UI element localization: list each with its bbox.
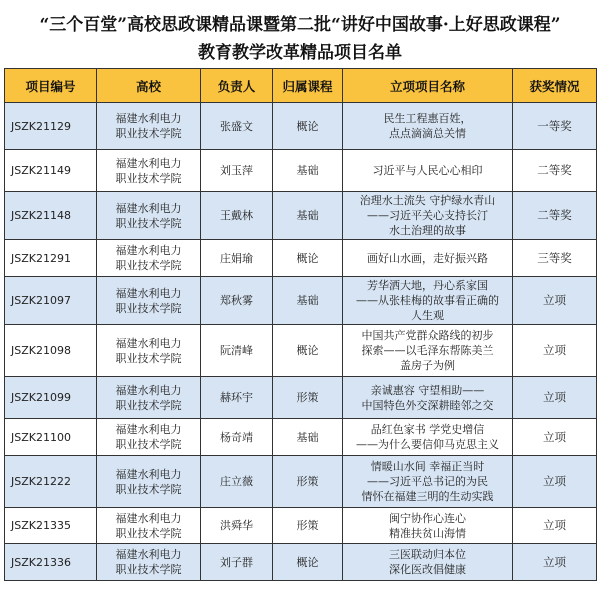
cell-course: 概论 (273, 103, 343, 150)
cell-project-name (343, 150, 513, 192)
project-name-line: 亲诚惠容 守望相助—— (370, 383, 485, 397)
cell-award: 立项 (513, 325, 597, 377)
cell-project-code: JSZK21222 (5, 456, 97, 508)
cell-project-code: JSZK21291 (5, 240, 97, 277)
project-name-line: 水土治理的故事 (389, 224, 466, 237)
cell-course: 概论 (273, 240, 343, 277)
project-name-line: 人生观 (411, 309, 444, 322)
cell-award: 一等奖 (513, 103, 597, 150)
school-line: 福建水利电力 (115, 112, 182, 125)
project-name-line: 点点滴滴总关情 (389, 127, 466, 140)
table-row (5, 277, 597, 325)
school-line: 职业技术学院 (115, 259, 182, 272)
school-line: 福建水利电力 (115, 201, 182, 215)
school-line: 职业技术学院 (115, 127, 182, 140)
cell-project-name (343, 325, 513, 377)
table-row (5, 508, 597, 544)
cell-project-code: JSZK21335 (5, 508, 97, 544)
school-line: 职业技术学院 (115, 482, 182, 496)
cell-person: 刘子群 (201, 544, 273, 581)
cell-project-code: JSZK21097 (5, 277, 97, 325)
cell-school (97, 325, 201, 377)
school-line: 职业技术学院 (115, 171, 182, 185)
cell-project-name (343, 277, 513, 325)
school-line: 职业技术学院 (115, 438, 182, 451)
cell-award: 立项 (513, 377, 597, 419)
school-line: 福建水利电力 (115, 336, 182, 350)
school-line: 福建水利电力 (115, 383, 182, 397)
cell-award: 立项 (513, 508, 597, 544)
cell-project-code: JSZK21148 (5, 192, 97, 240)
school-line: 福建水利电力 (115, 156, 182, 170)
cell-course: 基础 (273, 277, 343, 325)
cell-course: 形策 (273, 377, 343, 419)
table-row (5, 192, 597, 240)
cell-project-name (343, 544, 513, 581)
cell-award: 立项 (513, 419, 597, 456)
school-line: 职业技术学院 (115, 216, 182, 230)
project-name-line: 精准扶贫山海情 (389, 526, 466, 540)
cell-project-name (343, 456, 513, 508)
project-table (4, 68, 597, 581)
header-course: 归属课程 (273, 69, 343, 103)
cell-course: 形策 (273, 456, 343, 508)
cell-project-name (343, 377, 513, 419)
cell-school (97, 419, 201, 456)
cell-school (97, 456, 201, 508)
cell-project-name (343, 419, 513, 456)
school-line: 福建水利电力 (115, 467, 182, 481)
school-line: 职业技术学院 (115, 398, 182, 412)
cell-school (97, 508, 201, 544)
table-row (5, 325, 597, 377)
cell-person: 赫环宇 (201, 377, 273, 419)
project-name-line: 画好山水画，走好振兴路 (367, 251, 488, 265)
cell-award: 立项 (513, 277, 597, 325)
table-row (5, 377, 597, 419)
project-name-line: ——习近平总书记的为民 (367, 475, 488, 488)
table-row (5, 419, 597, 456)
title-line-1: “三个百堂”高校思政课精品课暨第二批“讲好中国故事·上好思政课程” (39, 15, 561, 35)
cell-person: 杨奇靖 (201, 419, 273, 456)
cell-person: 庄娟瑜 (201, 240, 273, 277)
cell-course: 概论 (273, 325, 343, 377)
table-row (5, 103, 597, 150)
header-person: 负责人 (201, 69, 273, 103)
cell-person: 张盛文 (201, 103, 273, 150)
project-name-line: 情怀在福建三明的生动实践 (361, 490, 494, 503)
cell-person: 洪舜华 (201, 508, 273, 544)
cell-award: 立项 (513, 456, 597, 508)
cell-project-name (343, 192, 513, 240)
school-line: 职业技术学院 (115, 301, 182, 315)
project-name-line: 盖房子为例 (400, 359, 455, 372)
cell-school (97, 103, 201, 150)
cell-person: 阮清峰 (201, 325, 273, 377)
cell-project-code: JSZK21149 (5, 150, 97, 192)
project-name-line: 闽宁协作心连心 (389, 511, 466, 525)
header-award: 获奖情况 (513, 69, 597, 103)
cell-project-code: JSZK21129 (5, 103, 97, 150)
header-school: 高校 (97, 69, 201, 103)
cell-course: 基础 (273, 150, 343, 192)
school-line: 职业技术学院 (115, 563, 182, 576)
cell-project-name (343, 508, 513, 544)
cell-project-code: JSZK21099 (5, 377, 97, 419)
cell-school (97, 277, 201, 325)
school-line: 职业技术学院 (115, 526, 182, 540)
cell-school (97, 192, 201, 240)
project-name-line: 情暖山水间 幸福正当时 (370, 460, 485, 473)
school-line: 福建水利电力 (115, 423, 182, 436)
cell-school (97, 150, 201, 192)
header-project-name: 立项项目名称 (343, 69, 513, 103)
cell-award: 二等奖 (513, 150, 597, 192)
table-header-row (5, 69, 597, 103)
school-line: 福建水利电力 (115, 548, 182, 561)
cell-person: 刘玉萍 (201, 150, 273, 192)
cell-project-name (343, 103, 513, 150)
page-title (0, 0, 600, 68)
school-line: 福建水利电力 (115, 286, 182, 300)
cell-course: 基础 (273, 192, 343, 240)
project-name-line: 芳华洒大地，丹心系家国 (367, 279, 488, 292)
cell-course: 概论 (273, 544, 343, 581)
cell-award: 三等奖 (513, 240, 597, 277)
header-project-code: 项目编号 (5, 69, 97, 103)
cell-school (97, 240, 201, 277)
school-line: 职业技术学院 (115, 351, 182, 365)
project-name-line: 三医联动归本位 (389, 548, 466, 561)
cell-person: 王戴林 (201, 192, 273, 240)
cell-school (97, 544, 201, 581)
project-name-line: ——习近平关心支持长汀 (367, 209, 488, 222)
cell-school (97, 377, 201, 419)
cell-project-code: JSZK21336 (5, 544, 97, 581)
cell-person: 庄立薇 (201, 456, 273, 508)
table-row (5, 240, 597, 277)
project-name-line: 习近平与人民心心相印 (372, 164, 483, 177)
cell-course: 基础 (273, 419, 343, 456)
project-name-line: 品红色家书 学党史增信 (370, 423, 485, 436)
table-row (5, 150, 597, 192)
table-row (5, 456, 597, 508)
cell-award: 二等奖 (513, 192, 597, 240)
title-line-2: 教育教学改革精品项目名单 (198, 43, 402, 63)
project-name-line: 治理水土流失 守护绿水青山 (359, 194, 496, 207)
cell-project-code: JSZK21098 (5, 325, 97, 377)
project-name-line: 中国共产党群众路线的初步 (361, 329, 494, 342)
cell-project-name (343, 240, 513, 277)
school-line: 福建水利电力 (115, 244, 182, 257)
project-name-line: 民生工程惠百姓， (383, 112, 472, 125)
cell-person: 郑秋雾 (201, 277, 273, 325)
project-name-line: ——从张桂梅的故事看正确的 (356, 294, 499, 307)
project-name-line: 深化医改倡健康 (389, 563, 466, 576)
project-name-line: 探索——以毛泽东帮陈美兰 (361, 344, 494, 357)
cell-course: 形策 (273, 508, 343, 544)
school-line: 福建水利电力 (115, 511, 182, 525)
project-name-line: ——为什么要信仰马克思主义 (356, 438, 499, 451)
project-name-line: 中国特色外交深耕睦邻之交 (361, 398, 494, 412)
table-row (5, 544, 597, 581)
cell-award: 立项 (513, 544, 597, 581)
cell-project-code: JSZK21100 (5, 419, 97, 456)
